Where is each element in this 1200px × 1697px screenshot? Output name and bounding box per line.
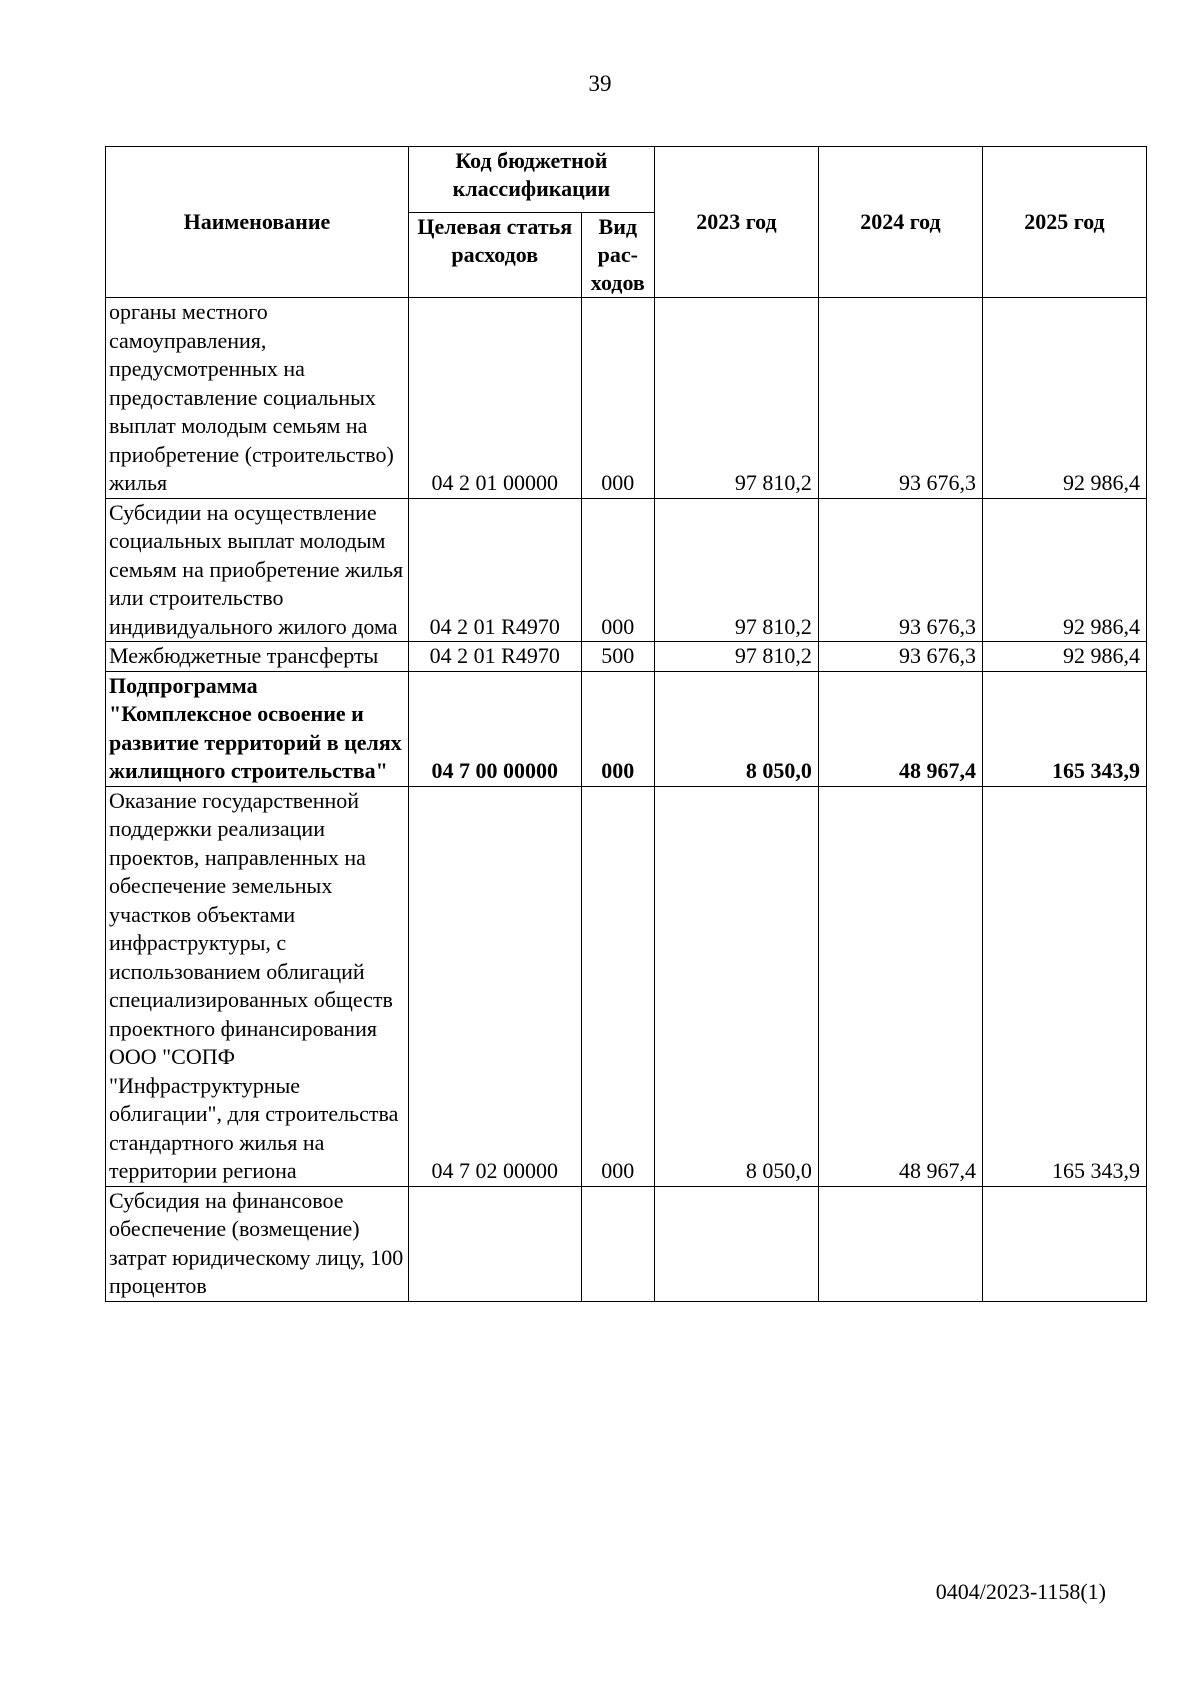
- header-2025: 2025 год: [982, 147, 1146, 298]
- table-row: [106, 671, 1147, 786]
- table-body: [106, 298, 1147, 1302]
- row-value-2025: [982, 1186, 1146, 1301]
- row-target-article: 04 7 02 00000: [408, 786, 581, 1186]
- row-expense-type: 000: [581, 498, 654, 642]
- header-2023: 2023 год: [654, 147, 818, 298]
- row-value-2024: 93 676,3: [818, 498, 982, 642]
- row-target-article: [408, 1186, 581, 1301]
- row-name: органы местного самоуправления, предусмотренных на предоставление социальных выплат молодым семьям на приобретение (строительство) жилья: [106, 298, 409, 499]
- row-target-article: 04 2 01 R4970: [408, 498, 581, 642]
- header-expense-type: Вид рас-ходов: [581, 213, 654, 298]
- row-value-2023: [654, 1186, 818, 1301]
- row-value-2023: 97 810,2: [654, 298, 818, 499]
- row-value-2024: 93 676,3: [818, 298, 982, 499]
- row-value-2024: [818, 1186, 982, 1301]
- row-expense-type: 000: [581, 671, 654, 786]
- table-row: [106, 1186, 1147, 1301]
- row-value-2023: 8 050,0: [654, 786, 818, 1186]
- row-expense-type: 000: [581, 786, 654, 1186]
- row-value-2025: 92 986,4: [982, 642, 1146, 672]
- row-expense-type: [581, 1186, 654, 1301]
- row-name: Субсидия на финансовое обеспечение (возмещение) затрат юридическому лицу, 100 процентов: [106, 1186, 409, 1301]
- page-number: 39: [588, 71, 612, 96]
- row-value-2024: 48 967,4: [818, 671, 982, 786]
- row-value-2025: 92 986,4: [982, 498, 1146, 642]
- row-name: Субсидии на осуществление социальных выплат молодым семьям на приобретение жилья или строительство индивидуального жилого дома: [106, 498, 409, 642]
- row-name: Оказание государственной поддержки реализации проектов, направленных на обеспечение земельных участков объектами инфраструктуры, с использованием облигаций специализированных обществ проектного финансирования ООО "СОПФ "Инфраструктурные облигации", для строительства стандартного жилья на территории региона: [106, 786, 409, 1186]
- table-header: [106, 147, 1147, 298]
- row-value-2024: 48 967,4: [818, 786, 982, 1186]
- row-value-2023: 97 810,2: [654, 642, 818, 672]
- row-target-article: 04 2 01 00000: [408, 298, 581, 499]
- row-value-2024: 93 676,3: [818, 642, 982, 672]
- row-target-article: 04 7 00 00000: [408, 671, 581, 786]
- budget-table: [105, 146, 1147, 1302]
- row-value-2025: 165 343,9: [982, 786, 1146, 1186]
- header-budget-code: Код бюджетной классификации: [408, 147, 654, 213]
- header-name: Наименование: [106, 147, 409, 298]
- row-name: Межбюджетные трансферты: [106, 642, 409, 672]
- row-expense-type: 000: [581, 298, 654, 499]
- header-target-article: Целевая статья расходов: [408, 213, 581, 298]
- document-code: 0404/2023-1158(1): [935, 1579, 1106, 1604]
- table-row: [106, 298, 1147, 499]
- row-value-2023: 97 810,2: [654, 498, 818, 642]
- table-row: [106, 786, 1147, 1186]
- row-target-article: 04 2 01 R4970: [408, 642, 581, 672]
- row-value-2025: 92 986,4: [982, 298, 1146, 499]
- table-row: [106, 498, 1147, 642]
- row-value-2023: 8 050,0: [654, 671, 818, 786]
- row-value-2025: 165 343,9: [982, 671, 1146, 786]
- table-row: [106, 642, 1147, 672]
- header-2024: 2024 год: [818, 147, 982, 298]
- row-expense-type: 500: [581, 642, 654, 672]
- row-name: Подпрограмма "Комплексное освоение и развитие территорий в целях жилищного строительства": [106, 671, 409, 786]
